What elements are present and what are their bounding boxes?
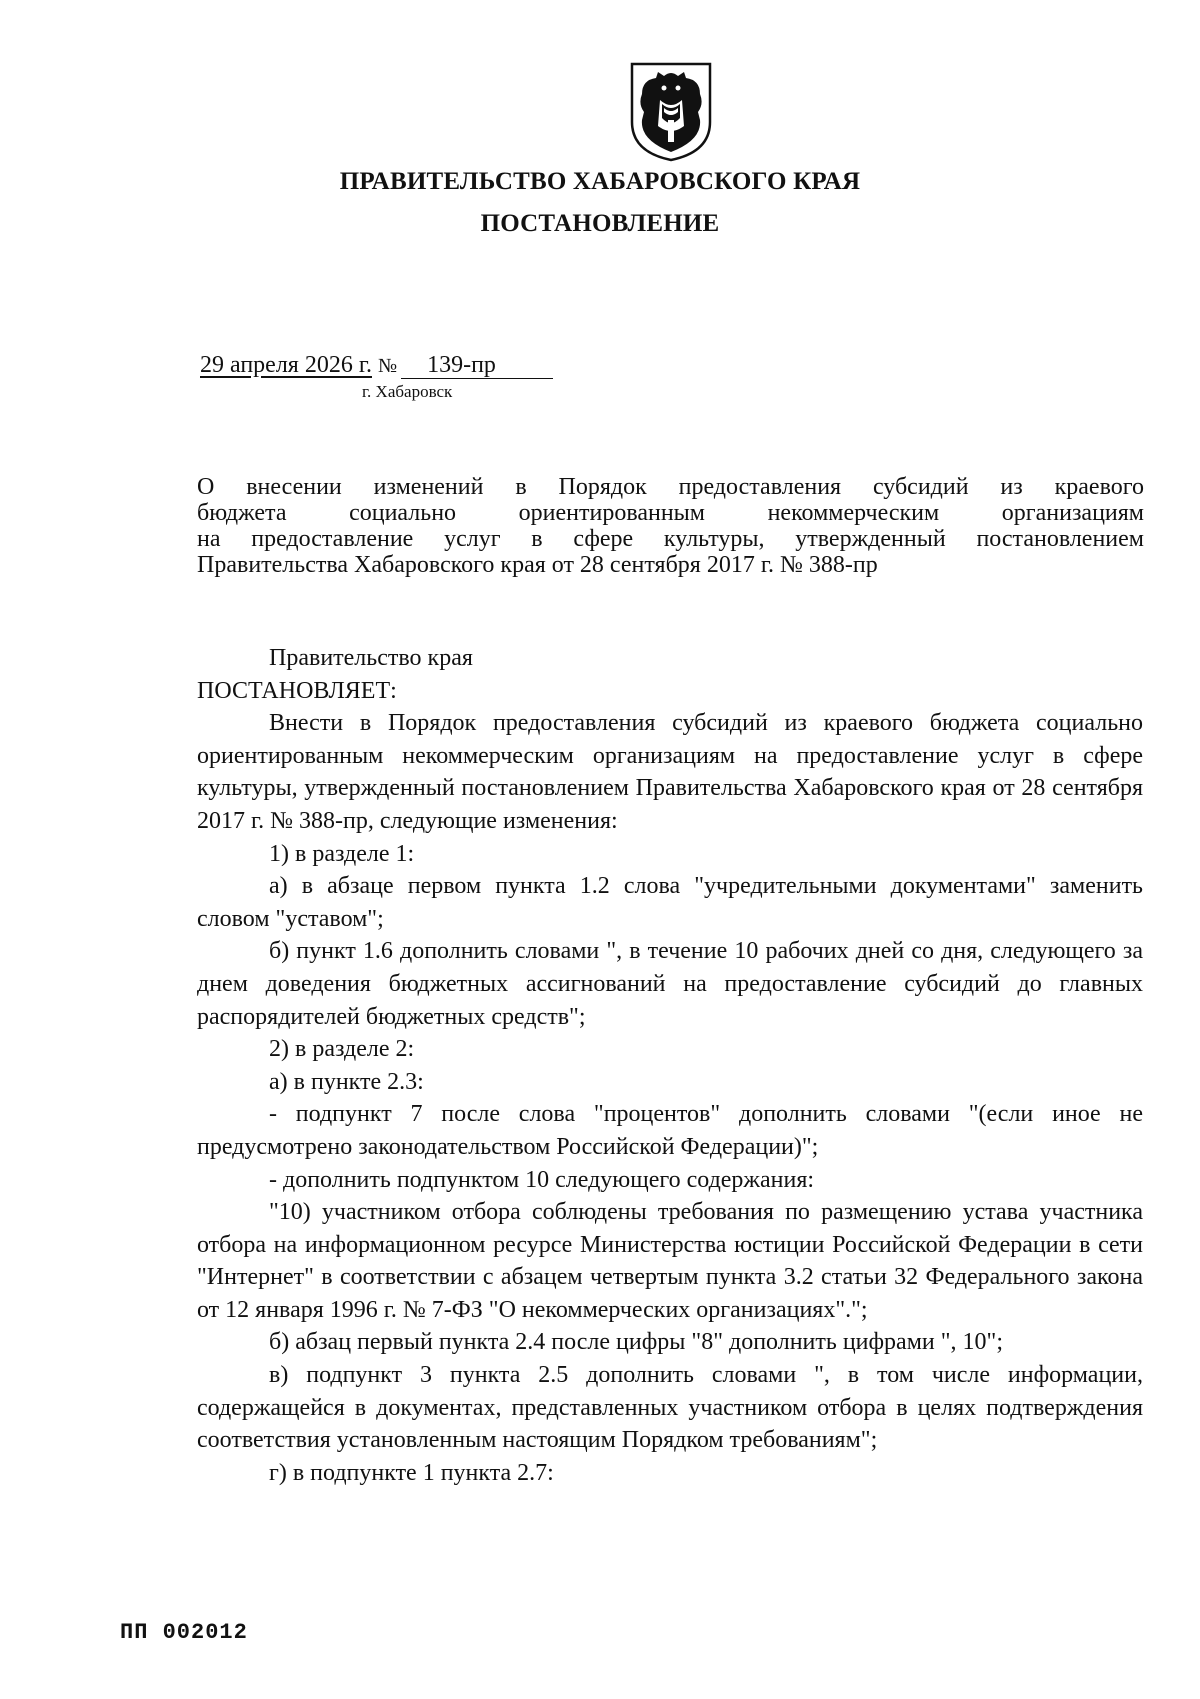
subject-line: О внесении изменений в Порядок предоставления субсидий из краевого — [197, 474, 1144, 500]
body-paragraph: 1) в разделе 1: — [269, 840, 415, 867]
body-paragraph: в) подпункт 3 пункта 2.5 дополнить словами ", в том числе информации, содержащейся в документах, представленных участником отбора в целях подтверждения соответствия установленным настоящим Порядком требованиям"; — [197, 1362, 1143, 1454]
body-paragraph: б) абзац первый пункта 2.4 после цифры "8" дополнить цифрами ", 10"; — [269, 1329, 1004, 1356]
document-type-title: ПОСТАНОВЛЕНИЕ — [480, 210, 720, 237]
body-paragraph: - дополнить подпунктом 10 следующего содержания: — [269, 1166, 815, 1193]
number-sign: № — [377, 355, 398, 377]
organization-title: ПРАВИТЕЛЬСТВО ХАБАРОВСКОГО КРАЯ — [339, 168, 861, 195]
decree-line: ПОСТАНОВЛЯЕТ: — [197, 677, 397, 704]
government-line: Правительство края — [269, 645, 473, 671]
registration-line — [200, 352, 553, 379]
subject-line: Правительства Хабаровского края от 28 сентября 2017 г. № 388-пр — [197, 552, 878, 578]
body-paragraph: а) в пункте 2.3: — [269, 1068, 424, 1095]
body-paragraph: а) в абзаце первом пункта 1.2 слова "учредительными документами" заменить словом "уставом"; — [197, 873, 1143, 932]
document-date: 29 апреля 2026 г. — [200, 352, 372, 378]
form-code: ПП 002012 — [120, 1620, 248, 1645]
subject-line: бюджета социально ориентированным некоммерческим организациям — [197, 500, 1144, 526]
body-paragraph: г) в подпункте 1 пункта 2.7: — [269, 1459, 554, 1486]
body-paragraph: - подпункт 7 после слова "процентов" дополнить словами "(если иное не предусмотрено законодательством Российской Федерации)"; — [197, 1101, 1143, 1160]
document-number: 139-пр — [401, 352, 553, 379]
document-body — [197, 642, 1143, 1489]
body-paragraph: 2) в разделе 2: — [269, 1036, 415, 1063]
body-paragraph: Внести в Порядок предоставления субсидий из краевого бюджета социально ориентированным некоммерческим организациям на предоставление услуг в сфере культуры, утвержденный постановлением Правительства Хабаровского края от 28 сентября 2017 г. № 388-пр, следующие изменения: — [197, 710, 1143, 834]
document-subject — [197, 474, 1144, 578]
body-paragraph: "10) участником отбора соблюдены требования по размещению устава участника отбора на информационном ресурсе Министерства юстиции Российской Федерации в сети "Интернет" в соответствии с абзацем четвертым пункта 3.2 статьи 32 Федерального закона от 12 января 1996 г. № 7-ФЗ "О некоммерческих организациях"."; — [197, 1199, 1143, 1323]
body-paragraph: б) пункт 1.6 дополнить словами ", в течение 10 рабочих дней со дня, следующего за днем доведения бюджетных ассигнований на предоставление субсидий до главных распорядителей бюджетных средств"; — [197, 938, 1143, 1030]
khabarovsk-coat-of-arms-icon — [628, 60, 714, 164]
document-city: г. Хабаровск — [362, 382, 453, 401]
subject-line: на предоставление услуг в сфере культуры, утвержденный постановлением — [197, 526, 1144, 552]
